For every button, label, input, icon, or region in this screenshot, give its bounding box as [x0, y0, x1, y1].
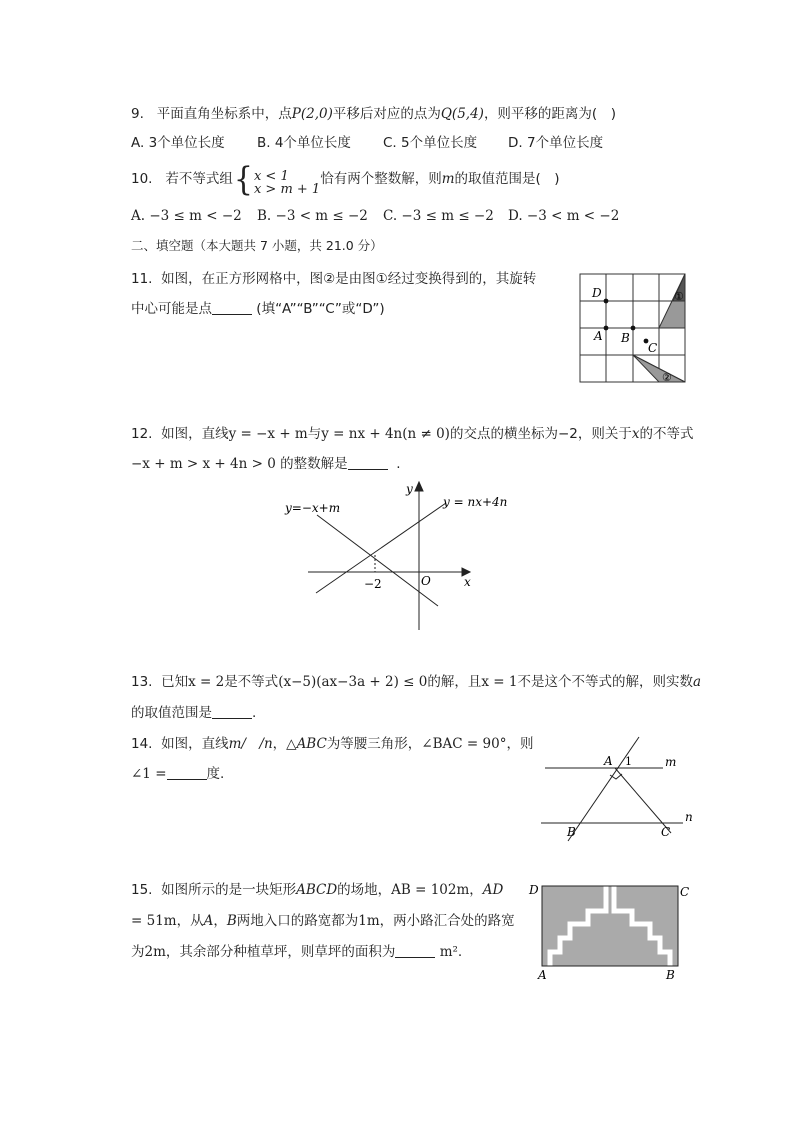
question-10-stem: 10. 若不等式组{ x < 1 x > m + 1 恰有两个整数解，则m的取值范围是( ): [131, 160, 560, 199]
question-10-option-c: C. −3 ≤ m ≤ −2: [383, 208, 494, 224]
question-10-option-b: B. −3 < m ≤ −2: [257, 208, 368, 224]
question-15-stem: 15. 如图所示的是一块矩形ABCD的场地，AB = 102m，AD: [131, 882, 504, 898]
label-figure-2: ②: [662, 371, 672, 384]
question-13-stem: 13. 已知x = 2是不等式(x−5)(ax−3a + 2) ≤ 0的解，且x = 1不是这个不等式的解，则实数a: [131, 674, 702, 690]
label-c: C: [648, 341, 658, 355]
question-14-stem-2: ∠1 = 度.: [131, 766, 225, 782]
svg-text:x: x: [464, 575, 471, 589]
question-9-option-c: C. 5个单位长度: [383, 135, 478, 151]
svg-text:D: D: [529, 883, 539, 897]
line-1: [317, 515, 438, 606]
label-figure-1: ①: [674, 290, 684, 303]
question-14-stem: 14. 如图，直线m/ /n，△ABC为等腰三角形，∠BAC = 90°，则: [131, 736, 534, 752]
question-12-stem-2: −x + m > x + 4n > 0 的整数解是 .: [131, 456, 401, 472]
question-9-option-a: A. 3个单位长度: [131, 135, 225, 151]
question-12-stem: 12. 如图，直线y = −x + m与y = nx + 4n(n ≠ 0)的交点的横坐标为−2，则关于x的不等式: [131, 426, 694, 442]
grid-figure: [577, 270, 689, 384]
question-15-stem-2: = 51m，从A，B两地入口的路宽都为1m，两小路汇合处的路宽: [131, 913, 515, 929]
question-11-stem-2: 中心可能是点 (填“A”“B”“C”或“D”): [131, 301, 385, 317]
question-10-option-d: D. −3 < m < −2: [508, 208, 620, 224]
svg-text:n: n: [685, 810, 693, 824]
svg-text:A: A: [538, 968, 547, 982]
question-10-option-a: A. −3 ≤ m < −2: [131, 208, 242, 224]
svg-text:B: B: [666, 968, 675, 982]
field-figure: [526, 880, 696, 984]
svg-text:A: A: [604, 754, 613, 768]
svg-text:y = nx+4n: y = nx+4n: [443, 495, 508, 509]
svg-text:C: C: [661, 825, 671, 839]
svg-text:y=−x+m: y=−x+m: [285, 501, 341, 515]
svg-text:C: C: [680, 885, 690, 899]
question-9-option-d: D. 7个单位长度: [508, 135, 604, 151]
question-9-option-b: B. 4个单位长度: [257, 135, 351, 151]
answer-blank[interactable]: [348, 455, 388, 470]
svg-text:1: 1: [625, 755, 632, 768]
question-9-stem: 9. 平面直角坐标系中，点P(2,0)平移后对应的点为Q(5,4)，则平移的距离为( ): [131, 106, 616, 122]
svg-text:−2: −2: [364, 577, 382, 591]
question-15-stem-3: 为2m，其余部分种植草坪，则草坪的面积为 m².: [131, 944, 463, 960]
label-a: A: [594, 329, 603, 343]
answer-blank[interactable]: [167, 765, 207, 780]
answer-blank[interactable]: [212, 704, 252, 719]
label-d: D: [592, 286, 602, 300]
inequality-system: x < 1 x > m + 1: [253, 169, 321, 197]
triangle-figure: [535, 735, 697, 847]
svg-text:O: O: [421, 574, 431, 588]
question-13-stem-2: 的取值范围是 .: [131, 705, 257, 721]
section-heading: 二、填空题（本大题共 7 小题，共 21.0 分）: [131, 238, 383, 253]
line-graph: [280, 478, 520, 634]
label-b: B: [621, 331, 630, 345]
question-11-stem: 11. 如图，在正方形网格中，图②是由图①经过变换得到的，其旋转: [131, 271, 537, 287]
svg-text:y: y: [406, 482, 413, 496]
answer-blank[interactable]: [212, 300, 252, 315]
answer-blank[interactable]: [395, 943, 435, 958]
svg-text:B: B: [567, 825, 576, 839]
svg-text:m: m: [665, 755, 677, 769]
question-number: 9.: [131, 106, 144, 122]
